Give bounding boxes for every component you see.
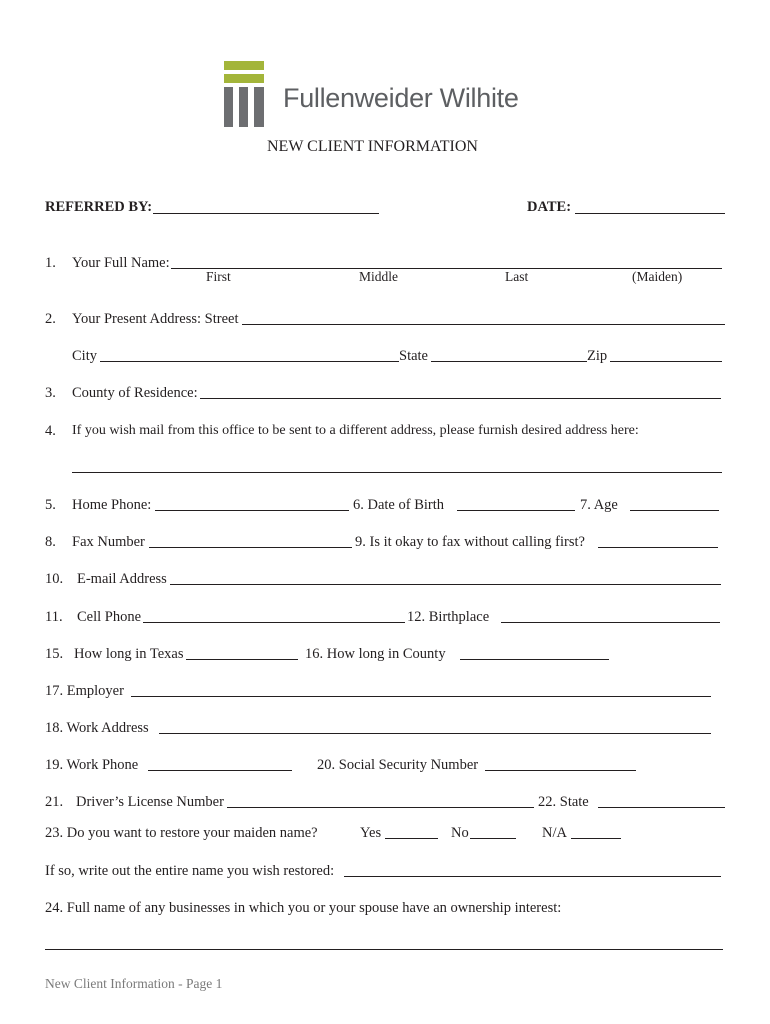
home-phone-label: Home Phone:: [72, 497, 152, 513]
q11-number: 11.: [45, 609, 63, 625]
businesses-label: 24. Full name of any businesses in which you or your spouse have an ownership interest:: [45, 900, 562, 916]
restore-no-line: [470, 838, 516, 839]
ssn-line: [485, 770, 636, 771]
texas-duration-label: How long in Texas: [74, 646, 184, 662]
restore-no-label: No: [451, 825, 469, 841]
email-label: E-mail Address: [77, 571, 167, 587]
restore-no-input[interactable]: [470, 822, 516, 838]
birthplace-line: [501, 622, 720, 623]
referred-by-line: [153, 213, 379, 214]
county-duration-input[interactable]: [460, 643, 609, 659]
full-name-label: Your Full Name:: [72, 255, 170, 271]
restore-yes-line: [385, 838, 438, 839]
county-input[interactable]: [200, 382, 721, 398]
fax-permission-line: [598, 547, 718, 548]
q4-number: 4.: [45, 423, 56, 439]
age-line: [630, 510, 719, 511]
street-label: Your Present Address: Street: [72, 311, 239, 327]
mail-address-line: [72, 472, 722, 473]
city-line: [100, 361, 399, 362]
zip-line: [610, 361, 722, 362]
birthplace-input[interactable]: [501, 606, 720, 622]
ssn-label: 20. Social Security Number: [317, 757, 479, 773]
city-label: City: [72, 348, 97, 364]
restored-name-label: If so, write out the entire name you wish restored:: [45, 863, 335, 879]
restore-na-label: N/A: [542, 825, 567, 841]
q21-number: 21.: [45, 794, 64, 810]
employer-label: 17. Employer: [45, 683, 124, 699]
company-logo-icon: [224, 61, 264, 127]
county-line: [200, 398, 721, 399]
date-input[interactable]: [575, 197, 725, 213]
name-last-caption: Last: [505, 269, 529, 284]
cell-phone-label: Cell Phone: [77, 609, 142, 625]
fax-number-label: Fax Number: [72, 534, 145, 550]
county-duration-label: 16. How long in County: [305, 646, 446, 662]
name-middle-caption: Middle: [359, 269, 398, 284]
zip-label: Zip: [587, 348, 608, 364]
work-address-input[interactable]: [159, 717, 711, 733]
q5-number: 5.: [45, 497, 56, 513]
restore-yes-label: Yes: [360, 825, 382, 841]
texas-duration-line: [186, 659, 298, 660]
birthplace-label: 12. Birthplace: [407, 609, 490, 625]
age-label: 7. Age: [580, 497, 618, 513]
q3-number: 3.: [45, 385, 56, 401]
referred-by-label: REFERRED BY:: [45, 199, 153, 215]
email-input[interactable]: [170, 568, 721, 584]
dob-input[interactable]: [457, 494, 575, 510]
q10-number: 10.: [45, 571, 64, 587]
age-input[interactable]: [630, 494, 719, 510]
q8-number: 8.: [45, 534, 56, 550]
dob-line: [457, 510, 575, 511]
fax-permission-label: 9. Is it okay to fax without calling first?: [355, 534, 585, 550]
work-phone-line: [148, 770, 292, 771]
dob-label: 6. Date of Birth: [353, 497, 445, 513]
work-phone-label: 19. Work Phone: [45, 757, 139, 773]
q2-number: 2.: [45, 311, 56, 327]
restored-name-line: [344, 876, 721, 877]
home-phone-input[interactable]: [155, 494, 349, 510]
name-first-caption: First: [206, 269, 231, 284]
restore-yes-input[interactable]: [385, 822, 438, 838]
employer-input[interactable]: [131, 680, 711, 696]
city-input[interactable]: [100, 345, 399, 361]
county-duration-line: [460, 659, 609, 660]
drivers-license-label: Driver’s License Number: [76, 794, 224, 810]
state-line: [431, 361, 587, 362]
page-footer: New Client Information - Page 1: [45, 976, 223, 991]
date-line: [575, 213, 725, 214]
county-label: County of Residence:: [72, 385, 198, 401]
texas-duration-input[interactable]: [186, 643, 298, 659]
license-state-input[interactable]: [598, 791, 725, 807]
work-address-label: 18. Work Address: [45, 720, 149, 736]
cell-phone-line: [143, 622, 405, 623]
mail-address-input[interactable]: [72, 456, 722, 472]
license-state-line: [598, 807, 725, 808]
q1-number: 1.: [45, 255, 56, 271]
fax-number-line: [149, 547, 352, 548]
form-title: NEW CLIENT INFORMATION: [267, 138, 478, 155]
drivers-license-line: [227, 807, 534, 808]
work-address-line: [159, 733, 711, 734]
fax-number-input[interactable]: [149, 531, 352, 547]
mail-address-label: If you wish mail from this office to be sent to a different address, please furnish desired address here:: [72, 423, 639, 438]
date-label: DATE:: [527, 199, 572, 215]
restore-na-line: [571, 838, 621, 839]
restored-name-input[interactable]: [344, 860, 721, 876]
restore-maiden-label: 23. Do you want to restore your maiden name?: [45, 825, 318, 841]
company-name: Fullenweider Wilhite: [283, 83, 519, 113]
q15-number: 15.: [45, 646, 64, 662]
fax-permission-input[interactable]: [598, 531, 718, 547]
zip-input[interactable]: [610, 345, 722, 361]
email-line: [170, 584, 721, 585]
work-phone-input[interactable]: [148, 754, 292, 770]
businesses-line: [45, 949, 723, 950]
street-line: [242, 324, 725, 325]
street-input[interactable]: [242, 308, 725, 324]
businesses-input[interactable]: [45, 933, 723, 949]
name-maiden-caption: (Maiden): [632, 269, 683, 284]
full-name-input[interactable]: [171, 252, 722, 268]
state-label: State: [399, 348, 428, 364]
drivers-license-input[interactable]: [227, 791, 534, 807]
employer-line: [131, 696, 711, 697]
home-phone-line: [155, 510, 349, 511]
cell-phone-input[interactable]: [143, 606, 405, 622]
license-state-label: 22. State: [538, 794, 589, 810]
referred-by-input[interactable]: [153, 197, 379, 213]
restore-na-input[interactable]: [571, 822, 621, 838]
ssn-input[interactable]: [485, 754, 636, 770]
state-input[interactable]: [431, 345, 587, 361]
